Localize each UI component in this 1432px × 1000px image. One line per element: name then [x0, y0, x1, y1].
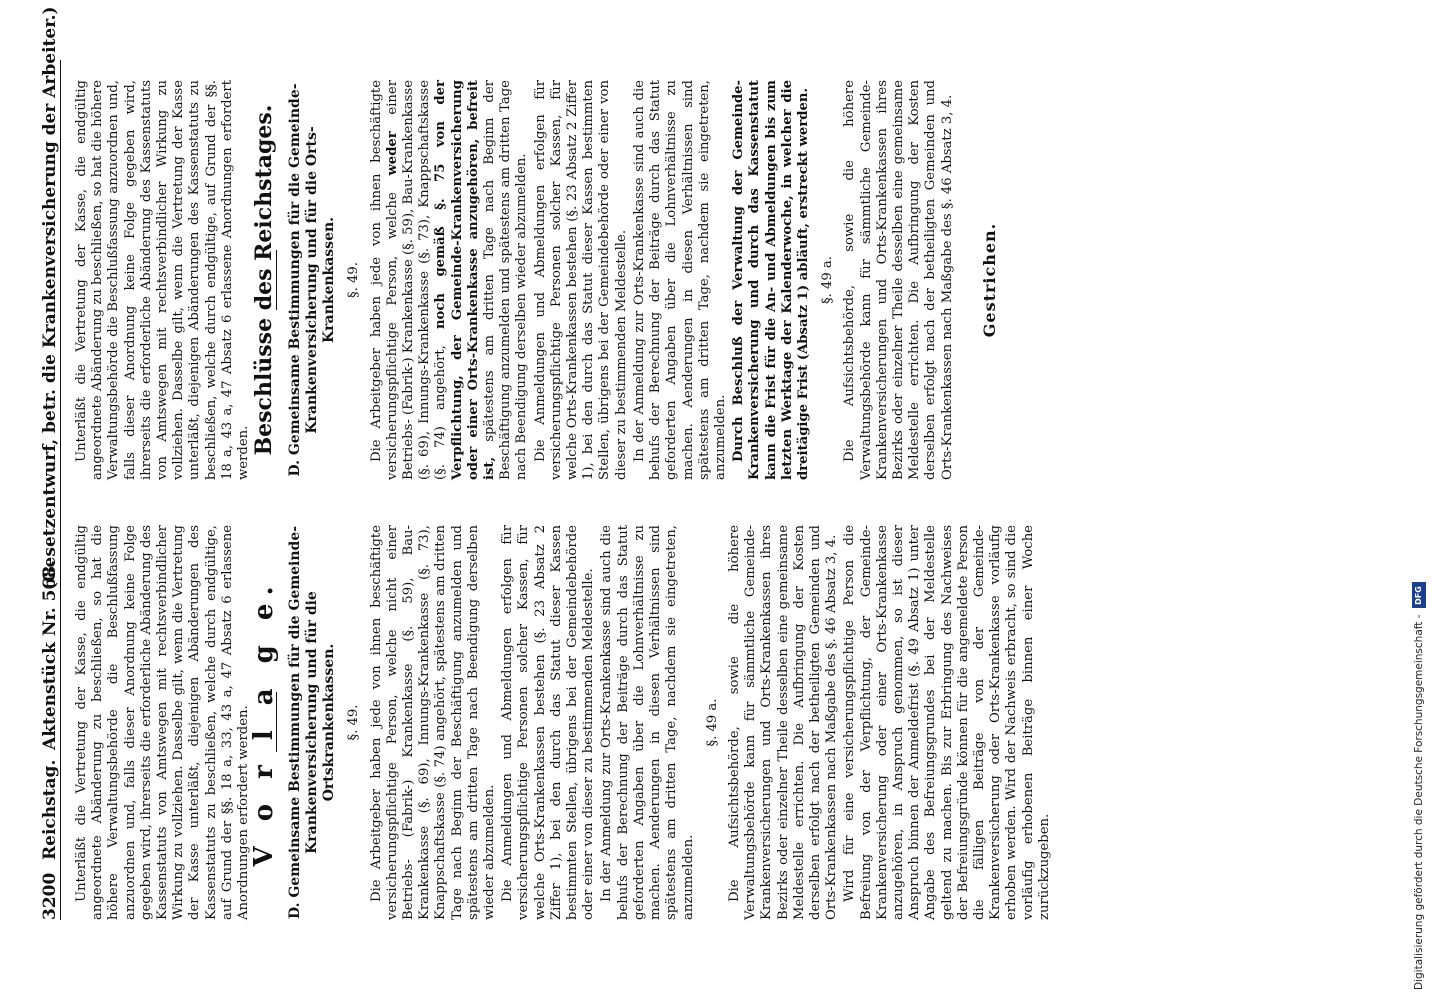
digitization-footer [1412, 0, 1426, 990]
vorlage-section-heading: D. Gemeinsame Bestimmungen für die Gemeinde-Krankenversicherung und für die Ortskrankenkassen. [287, 525, 338, 920]
header-source: Reichstag. [40, 759, 60, 860]
header-subject: (Gesetzentwurf, betr. die Krankenversicherung der Arbeiter.) [40, 6, 60, 590]
vorlage-paragraph-49: §. 49. [346, 704, 362, 741]
p1-part-e: spätestens am dritten Tage nach Beginn der Beschäftigung anzumelden und spätestens am dritten Tage nach Beendigung derselben wieder abzumelden. [482, 80, 530, 480]
beschluesse-title: Beschlüsse des Reichstages. [251, 104, 278, 456]
dfg-logo-icon: DFG [1412, 582, 1426, 608]
p1-part-c: einer Betriebs- (Fabrik-) Krankenkasse (§. 59), Bau-Krankenkasse (§. 69), Innungs-Krankenkasse (§. 73), Knappschaftskasse (§. 74) angehört, [384, 79, 449, 480]
vorlage-title: V o r l a g e. [249, 578, 280, 867]
vorlage-column [74, 525, 1055, 920]
beschluesse-intro: Unterläßt die Vertretung der Kasse, die endgültig angeordnete Abänderung zu beschließen, so hat die höhere Verwaltungsbehörde die Beschlußfassung anzuordnen und, falls dieser Anordnung keine Folge gegeben wird, ihrerseits die erforderliche Abänderung des Kassenstatuts von Amtswegen mit rechtsverbindlicher Wirkung zu vollziehen. Dasselbe gilt, wenn die Vertretung der Kasse unterläßt, diejenigen Abänderungen des Kassenstatuts zu beschließen, welche durch endgültige, auf Grund der §§. 18 a, 43 a, 47 Absatz 6 erlassene Anordnungen erfordert werden. [74, 80, 252, 480]
beschluesse-p1 [369, 80, 531, 480]
vorlage-p4: Die Aufsichtsbehörde, sowie die höhere Verwaltungsbehörde kann für sämmtliche Gemeinde-Krankenversicherungen und Orts-Krankenkassen ihres Bezirks oder einzelner Theile desselben eine gemeinsame Meldestelle errichten. Die Aufbringung der Kosten derselben erfolgt nach der betheiligten Gemeinden und Orts-Krankenkassen nach Maßgabe des §. 46 Absatz 3, 4. [726, 525, 840, 920]
beschluesse-paragraph-49a: §. 49 a. [820, 256, 836, 305]
beschluesse-paragraph-49: §. 49. [346, 262, 362, 298]
header-document: Aktenstück Nr. 568. [40, 559, 60, 750]
vorlage-p1: Die Arbeitgeber haben jede von ihnen beschäftigte versicherungspflichtige Person, welche nicht einer Betriebs- (Fabrik-) Krankenkasse (§. 59), Bau-Krankenkasse (§. 69), Innungs-Krankenkasse (§. 73), Knappschaftskasse (§. 74) angehört, spätestens am dritten Tage nach Beginn der Beschäftigung anzumelden und spätestens am dritten Tage nach Beendigung derselben wieder abzumelden. [368, 525, 498, 920]
beschluesse-p4: Die Aufsichtsbehörde, sowie die höhere Verwaltungsbehörde kann für sämmtliche Gemeinde-Krankenversicherungen und Orts-Krankenkassen ihres Bezirks oder einzelner Theile desselben eine gemeinsame Meldestelle errichten. Die Aufbringung der Kosten derselben erfolgt nach der betheiligten Gemeinden und Orts-Krankenkassen nach Maßgabe des §. 46 Absatz 3, 4. [842, 80, 955, 480]
p1-part-a: Die Arbeitgeber haben jede von ihnen beschäftigte versicherungspflichtige Person, welche [368, 80, 400, 480]
beschluesse-p2: Die Anmeldungen und Abmeldungen erfolgen für versicherungspflichtige Personen solcher Kassen, für welche Orts-Krankenkassen bestehen (§. 23 Absatz 2 Ziffer 1), bei den durch das Statut dieser Kassen bestimmten Stellen, übrigens bei der Gemeindebehörde oder einer von dieser zu bestimmenden Meldestelle. [532, 80, 629, 480]
beschluesse-p3-amendment: Durch Beschluß der Verwaltung der Gemeinde-Krankenversicherung und durch das Kassenstatut kann die Frist für die An- und Abmeldungen bis zum letzten Werktage der Kalenderwoche, in welcher die dreitägige Frist (Absatz 1) abläuft, erstreckt werden. [731, 80, 811, 480]
header-rule [60, 60, 61, 920]
p1-amendment-weder: weder [384, 131, 400, 176]
footer-note: Digitalisierung gefördert durch die Deutsche Forschungsgemeinschaft - [1413, 614, 1425, 990]
beschluesse-section-heading: D. Gemeinsame Bestimmungen für die Gemeinde-Krankenversicherung und für die Orts-Krankenkassen. [287, 83, 338, 477]
vorlage-intro: Unterläßt die Vertretung der Kasse, die endgültig angeordnete Abänderung zu beschließen, so hat die höhere Verwaltungsbehörde die Beschlußfassung anzuordnen und, falls dieser Anordnung keine Folge gegeben wird, ihrerseits die erforderliche Abänderung des Kassenstatuts von Amtswegen mit rechtsverbindlicher Wirkung zu vollziehen. Dasselbe gilt, wenn die Vertretung der Kasse unterläßt, diejenigen Abänderungen des Kassenstatuts zu beschließen, welche durch endgültige, auf Grund der §§. 18 a, 33, 43 a, 47 Absatz 6 erlassene Anordnungen erfordert werden. [74, 525, 252, 920]
vorlage-paragraph-49a: §. 49 a. [704, 698, 720, 747]
beschluesse-column [74, 80, 998, 480]
vorlage-p5: Wird für eine versicherungspflichtige Person die Befreiung von der Verpflichtung, der Gemeinde-Krankenversicherung oder einer Orts-Krankenkasse anzugehören, in Anspruch genommen, so ist dieser Anspruch binnen der Anmeldefrist (§. 49 Absatz 1) unter Angabe des Befreiungsgrundes bei der Meldestelle geltend zu machen. Bis zur Erbringung des Nachweises der Befreiungsgründe können für die angemeldete Person die fälligen Beiträge von der Gemeinde-Krankenversicherung oder Orts-Krankenkasse vorläufig erhoben werden. Wird der Nachweis erbracht, so sind die vorläufig erhobenen Beiträge binnen einer Woche zurückzugeben. [842, 525, 1052, 920]
p1-amendment-befreit: noch gemäß §. 75 von der Verpflichtung, der Gemeinde-Krankenversicherung oder einer Orts-Krankenkasse anzugehören, befreit ist, [433, 80, 498, 480]
beschluesse-closing: Gestrichen. [979, 222, 999, 338]
vorlage-p2: Die Anmeldungen und Abmeldungen erfolgen für versicherungspflichtige Personen solcher Kassen, für welche Orts-Krankenkassen bestehen (§. 23 Absatz 2 Ziffer 1), bei den durch das Statut dieser Kassen bestimmten Stellen, übrigens bei der Gemeindebehörde oder einer von dieser zu bestimmenden Meldestelle. [500, 525, 597, 920]
page-number: 3200 [40, 872, 60, 920]
vorlage-p3: In der Anmeldung zur Orts-Krankenkasse sind auch die behufs der Berechnung der Beiträge durch das Statut geforderten Angaben über die Lohnverhältnisse zu machen. Aenderungen in diesen Verhältnissen sind spätestens am dritten Tage, nachdem sie eingetreten, anzumelden. [599, 525, 696, 920]
beschluesse-p3: In der Anmeldung zur Orts-Krankenkasse sind auch die behufs der Berechnung der Beiträge durch das Statut geforderten Angaben über die Lohnverhältnisse zu machen. Aenderungen in diesen Verhältnissen sind spätestens am dritten Tage, nachdem sie eingetreten, anzumelden. [631, 80, 728, 480]
